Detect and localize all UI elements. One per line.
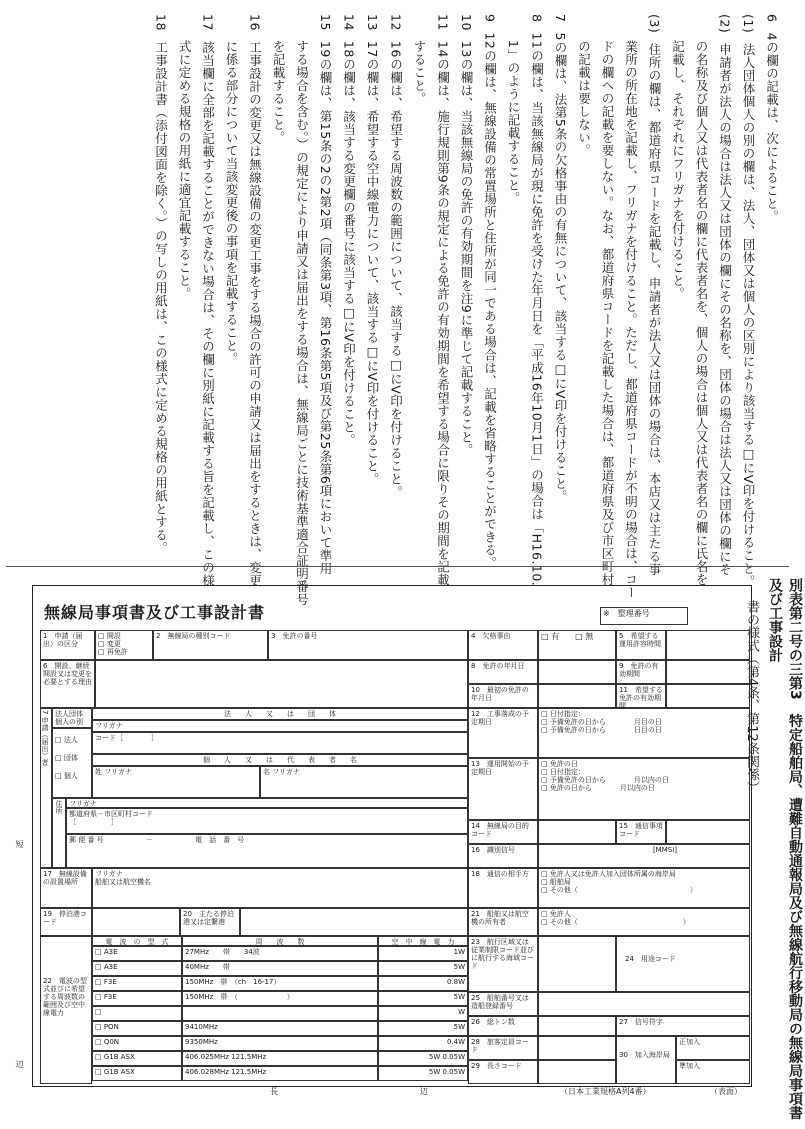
field-21-options[interactable] <box>538 908 750 936</box>
field-7-sei[interactable]: 姓 フリガナ <box>92 766 260 798</box>
instruction-text: 業所の所在地を記載し、フリガナを付けること。ただし、都道府県コードが不明の場合は、コー <box>623 40 639 599</box>
opt-hojin[interactable]: □ 法人 <box>55 736 78 744</box>
field-11-label: 11 希望する免許の有効期間 <box>616 684 666 708</box>
field-27[interactable]: 27 信号符字 <box>616 1016 750 1036</box>
field-25-value[interactable] <box>538 992 750 1016</box>
instruction-text: ドの欄への記載を要しない。なお、都道府県コードを記載した場合は、都道府県及び市区町村 <box>600 40 615 586</box>
field-28-label: 28 旅客定員コード <box>468 1036 538 1060</box>
instruction-line <box>742 14 755 588</box>
postal-label: 郵 便 番 号 <box>69 836 104 844</box>
instruction-number: 16 <box>247 14 263 31</box>
field-21-label: 21 船舶又は航空機の所有者 <box>468 908 538 936</box>
instruction-text: を記載すること。 <box>271 40 286 144</box>
instruction-number: (1) <box>741 14 756 34</box>
field-6-value[interactable] <box>95 660 468 708</box>
instruction-line <box>530 14 543 586</box>
instruction-line <box>601 40 614 586</box>
f22-row-freq[interactable]: 150MHz 帯 （ ） <box>182 991 378 1006</box>
field-13-label: 13 運用開始の予定期日 <box>468 758 538 820</box>
instruction-number: 15 <box>318 14 333 31</box>
field-7-hojin-label: 法人団体個人の別 <box>52 708 92 728</box>
margin-hen: 辺 <box>15 1060 24 1068</box>
f22-row-type[interactable]: □ F3E <box>92 976 182 991</box>
f22-row-type[interactable]: □ Q0N <box>92 1036 182 1051</box>
instruction-text: 11の欄は、当該無線局が現に免許を受けた年月日を「平成16年10月1日」の場合は「H16.10. <box>529 32 545 587</box>
field-7-address[interactable] <box>66 808 468 834</box>
field-2[interactable]: 2 無線局の種別コード <box>153 630 268 660</box>
field-1-options[interactable] <box>95 630 153 660</box>
instruction-line <box>648 14 661 576</box>
instruction-number: 8 <box>529 14 545 23</box>
instruction-line <box>272 40 285 144</box>
field-7-jusho-furigana[interactable]: フリガナ <box>66 798 468 808</box>
instruction-line <box>577 40 590 157</box>
field-7-postal-phone[interactable] <box>66 834 468 868</box>
instruction-line <box>413 40 426 105</box>
instruction-text: 17の欄は、希望する空中線電力について、該当する□にV印を付けること。 <box>365 40 380 486</box>
instruction-text: すること。 <box>412 40 427 105</box>
instruction-number: 13 <box>365 14 380 31</box>
field-9-label: 9 免許の有効期間 <box>616 660 666 684</box>
field-17-value[interactable] <box>92 868 468 908</box>
f18-opt-other[interactable]: □ その他（ ） <box>541 886 697 895</box>
instruction-number: 17 <box>200 14 216 31</box>
f22-row-type[interactable]: □ F3E <box>92 991 182 1006</box>
f22-row-type[interactable]: □ A3E <box>92 946 182 961</box>
f22-row-power[interactable]: 5W 0.05W <box>378 1066 468 1081</box>
instruction-text: 該当欄に全部を記載することができない場合は、その欄に別紙に記載する旨を記載し、この様 <box>200 40 216 587</box>
instruction-number: 10 <box>459 14 474 31</box>
field-16-value[interactable] <box>538 844 750 868</box>
instruction-line <box>225 40 238 365</box>
instruction-number: (3) <box>647 14 662 34</box>
phone-label: 電 話 番 号 <box>195 836 245 844</box>
instruction-line <box>366 14 379 485</box>
footer-omote: （表面） <box>710 1087 742 1096</box>
field-20-label: 20 主たる停泊港又は定繋港 <box>180 908 240 936</box>
field-6-label: 6 開設、継続開設又は変更を必要とする理由 <box>40 660 95 708</box>
f21-opt-other[interactable]: □ その他（ ） <box>541 918 690 927</box>
f22-row-power[interactable]: 5W <box>378 961 468 976</box>
instruction-text: 16の欄は、希望する周波数の範囲について、該当する□にV印を付けること。 <box>388 40 404 499</box>
instruction-number: 6 <box>764 14 780 23</box>
f22-row-freq[interactable]: 27MHz 帯 34波 <box>182 946 378 961</box>
opt-kaisetsu[interactable]: □ 開設 <box>98 632 121 640</box>
field-28-value[interactable] <box>538 1036 616 1060</box>
instruction-line <box>201 14 214 587</box>
instruction-number: 11 <box>435 14 451 31</box>
field-14-label: 14 無線局の目的コード <box>468 820 538 844</box>
field-30-seikanyu[interactable]: 正加入 <box>676 1036 750 1060</box>
instruction-line <box>554 14 567 503</box>
f17-name: 船舶又は航空機名 <box>95 878 151 887</box>
f22-row-power[interactable]: 5W <box>378 1021 468 1036</box>
f13-opt-menkyo[interactable]: □ 免許の日 <box>541 760 578 768</box>
instruction-text: 18の欄は、該当する変更欄の番号に該当する□にV印を付けること。 <box>341 40 357 447</box>
field-18-label: 18 通信の相手方 <box>468 868 538 908</box>
field-7-code[interactable]: コード［ ］ <box>92 732 468 754</box>
field-4-label: 4 欠格事由 <box>468 630 538 660</box>
instruction-line <box>718 14 731 576</box>
instruction-line <box>248 14 261 587</box>
f22-row-freq[interactable]: 9410MHz <box>182 1021 378 1036</box>
field-7-type-options[interactable] <box>52 728 92 798</box>
f22-row-power[interactable]: 1W <box>378 946 468 961</box>
form-title: 無線局事項書及び工事設計書 <box>44 603 266 622</box>
instruction-number: 12 <box>388 14 404 31</box>
instruction-text: に係る部分について当該変更後の事項を記載すること。 <box>224 40 239 365</box>
field-11-value[interactable] <box>666 684 750 708</box>
instruction-line <box>695 40 708 586</box>
f22-row-type[interactable]: □ G1B ASX <box>92 1066 182 1081</box>
opt-saimenkyo[interactable]: □ 再免許 <box>98 648 128 657</box>
f22-row-freq[interactable]: 9350MHz <box>182 1036 378 1051</box>
field-23-value[interactable] <box>538 936 616 992</box>
instruction-line <box>342 14 355 446</box>
field-13-options[interactable] <box>538 758 750 820</box>
f22-row-type[interactable]: □ A3E <box>92 961 182 976</box>
field-19-label: 19 停泊港コード <box>40 908 92 936</box>
f18-opt-ship[interactable]: □ 船舶局 <box>541 878 571 887</box>
field-26-label: 26 総トン数 <box>468 1016 538 1036</box>
instruction-line <box>624 40 637 599</box>
f18-opt-coast[interactable]: □ 免許人又は免許人加入団体所属の海岸局 <box>541 870 676 878</box>
instruction-text: 1」のように記載すること。 <box>506 40 521 205</box>
field-7-furigana[interactable]: フリガナ <box>92 720 468 732</box>
field-15-label: 15 通信事項コード <box>616 820 666 844</box>
field-7-hojin-col: 法 人 又 は 団 体 <box>92 708 468 720</box>
instruction-text: 法人団体個人の別の欄は、法人、団体又は個人の区別により該当する□にV印を付けること。 <box>741 43 756 588</box>
field-26-value[interactable] <box>538 1016 616 1036</box>
margin-tan: 短 <box>15 840 24 848</box>
f22-row-power[interactable]: 0.8W <box>378 976 468 991</box>
field-23-label: 23 航行区域又は従業制限コード並びに航行する海域コード <box>468 936 538 992</box>
instruction-text: する場合を含む。）の規定により申請又は届出をする場合は、無線局ごとに技術基準適合証明番号 <box>294 40 310 606</box>
field-7-daihyo: 個 人 又 は 代 表 者 名 <box>92 754 468 766</box>
address-code-label: 都道府県－市区町村コード <box>69 810 153 818</box>
f22-row-type[interactable]: □ PON <box>92 1021 182 1036</box>
opt-dantai[interactable]: □ 団体 <box>55 754 78 763</box>
field-7-jusho-label: 住所 <box>52 798 66 868</box>
field-10-value[interactable] <box>538 684 616 708</box>
instruction-line <box>436 14 449 586</box>
f22-row-freq[interactable]: 150MHz 帯 （ch 16-17） <box>182 976 378 991</box>
section-divider <box>6 566 789 567</box>
footer-hen: 辺 <box>420 1087 428 1096</box>
field-18-options[interactable] <box>538 868 750 908</box>
instruction-text: 住所の欄は、都道府県コードを記載し、申請者が法人又は団体の場合は、本店又は主たる事 <box>647 43 662 577</box>
field-16-label: 16 識別信号 <box>468 844 538 868</box>
f22-header-type: 電 波 の 型 式 <box>92 936 182 946</box>
f21-opt-menkyonin[interactable]: □ 免許人 <box>541 910 571 918</box>
instruction-line <box>295 40 308 606</box>
f22-row-power[interactable]: 0.4W <box>378 1036 468 1051</box>
footer-cho: 長 <box>270 1087 278 1096</box>
field-7-mei[interactable]: 名 フリガナ <box>260 766 468 798</box>
footer-jis: （日本工業規格A列4番） <box>560 1087 651 1096</box>
address-code-value[interactable]: ［ ］ <box>69 818 118 827</box>
opt-henko[interactable]: □ 変更 <box>98 640 121 649</box>
f22-row-power[interactable]: 5W 0.05W <box>378 1051 468 1066</box>
field-29-label: 29 長さコード <box>468 1060 538 1084</box>
field-24[interactable]: 24 用途コード <box>616 936 750 992</box>
mmsi-label: [MMSI] <box>652 846 677 854</box>
f12-opt-day[interactable]: □ 予備免許の日から 日目の日 <box>541 726 662 735</box>
instruction-line <box>319 14 332 575</box>
field-14-value[interactable] <box>538 820 616 844</box>
field-17-label: 17 無線設備の設置場所 <box>40 868 92 908</box>
field-10-label: 10 最初の免許の年月日 <box>468 684 538 708</box>
instruction-text: 5の欄は、法第5条の欠格事由の有無について、該当する□にV印を付けること。 <box>553 32 568 503</box>
field-7-label: 7 申請（届出）者 <box>40 708 52 868</box>
instruction-text: 13の欄は、当該無線局の免許の有効期間を注9に準じて記載すること。 <box>459 40 474 457</box>
instruction-text: 19の欄は、第15条の2の2第2項（同条第3項、第16条第5項及び第25条第6項において準用 <box>318 40 333 576</box>
f17-furigana: フリガナ <box>95 870 123 878</box>
f12-opt-date[interactable]: □ 日付指定： <box>541 710 585 718</box>
opt-kojin[interactable]: □ 個人 <box>55 772 78 781</box>
field-25-label: 25 船舶番号又は造船登録番号 <box>468 992 538 1016</box>
f22-row-type[interactable]: □ <box>92 1006 182 1021</box>
postal-dash: － <box>145 836 153 844</box>
f12-opt-month[interactable]: □ 予備免許の日から 月目の日 <box>541 718 662 727</box>
instruction-text: の記載は要しない。 <box>576 40 592 157</box>
instruction-line <box>507 40 520 204</box>
instruction-text: 申請者が法人の場合は法人又は団体の欄にその名称を、団体の場合は法人又は団体の欄にそ <box>717 43 733 577</box>
instruction-text: 12の欄は、無線設備の常置場所と住所が同一である場合は、記載を省略することができる。 <box>482 32 498 570</box>
f22-row-type[interactable]: □ G1B ASX <box>92 1051 182 1066</box>
field-5-label: 5 希望する運用許容時間 <box>616 630 666 660</box>
f22-row-power[interactable]: 5W <box>378 991 468 1006</box>
f22-row-power[interactable]: W <box>378 1006 468 1021</box>
f22-header-freq: 周 波 数 <box>182 936 378 946</box>
instruction-line <box>483 14 496 569</box>
field-22-label: 22 電波の型式並びに希望する周波数の範囲及び空中線電力 <box>40 936 92 1084</box>
f22-header-power: 空 中 線 電 力 <box>378 936 468 946</box>
field-8-label: 8 免許の年月日 <box>468 660 538 684</box>
instruction-text: 4の欄の記載は、次によること。 <box>764 32 780 223</box>
field-5-value[interactable] <box>666 630 750 660</box>
field-20-value[interactable] <box>240 908 468 936</box>
instruction-line <box>765 14 778 223</box>
f13-opt-menkyo-month[interactable]: □ 免許の日から 月以内の日 <box>541 784 655 793</box>
instruction-text: 工事設計書（添付図面を除く。）の写しの用紙は、この様式に定める規格の用紙とする。 <box>153 40 169 555</box>
instruction-line <box>460 14 473 456</box>
field-8-value[interactable] <box>538 660 616 684</box>
field-29-value[interactable] <box>538 1060 616 1084</box>
instruction-text: 式に定める規格の用紙に適宜記載すること。 <box>177 40 192 300</box>
f22-row-freq[interactable] <box>182 1006 378 1021</box>
instruction-line <box>389 14 402 498</box>
instruction-text: 記載し、それぞれにフリガナを付けること。 <box>670 40 686 300</box>
field-12-options[interactable] <box>538 708 750 758</box>
side-header-title: 別表第二号の三第3 特定船舶局、遭難自動通報局及び無線航行移動局の無線局事項書及び工事設計 <box>767 578 803 1120</box>
seiri-number: ※ 整理番号 <box>600 607 688 625</box>
instruction-number: 14 <box>341 14 357 31</box>
field-15-value[interactable] <box>666 820 750 844</box>
field-4-options[interactable]: □ 有 □ 無 <box>538 630 616 660</box>
field-1-label: 1 申請（届出）の区分 <box>40 630 95 660</box>
instruction-text: 工事設計の変更又は無線設備の変更工事をする場合の許可の申請又は届出をするときは、変更 <box>247 40 263 587</box>
instruction-line <box>671 40 684 300</box>
field-30-label: 30 加入海岸局 <box>616 1036 676 1084</box>
field-12-label: 12 工事落成の予定期日 <box>468 708 538 758</box>
instruction-line <box>178 40 191 300</box>
field-3[interactable]: 3 免許の番号 <box>268 630 468 660</box>
f13-opt-date[interactable]: □ 日付指定： <box>541 768 585 777</box>
instruction-number: 7 <box>553 14 568 23</box>
instruction-text: 14の欄は、施行規則第9条の規定による免許の有効期間を希望する場合に限りその期間を記載 <box>435 40 451 587</box>
instruction-line <box>154 14 167 555</box>
field-19-value[interactable] <box>92 908 180 936</box>
field-9-value[interactable] <box>666 660 750 684</box>
instruction-number: 9 <box>482 14 498 23</box>
instruction-text: の名称及び個人又は代表者名の欄に代表者名を、個人の場合は個人又は代表者名の欄に氏名を <box>694 40 709 586</box>
f22-row-freq[interactable]: 406.028MHz 121.5MHz <box>182 1066 378 1081</box>
side-header-subtitle: 書の様式（第4条、第12条関係） <box>744 600 759 794</box>
instruction-number: (2) <box>717 14 733 34</box>
f13-opt-yobi[interactable]: □ 予備免許の日から 月以内の日 <box>541 776 669 785</box>
instruction-number: 18 <box>153 14 169 31</box>
f22-row-freq[interactable]: 406.025MHz 121.5MHz <box>182 1051 378 1066</box>
f22-row-freq[interactable]: 40MHz 帯 <box>182 961 378 976</box>
field-30-junkanyu[interactable]: 準加入 <box>676 1060 750 1084</box>
